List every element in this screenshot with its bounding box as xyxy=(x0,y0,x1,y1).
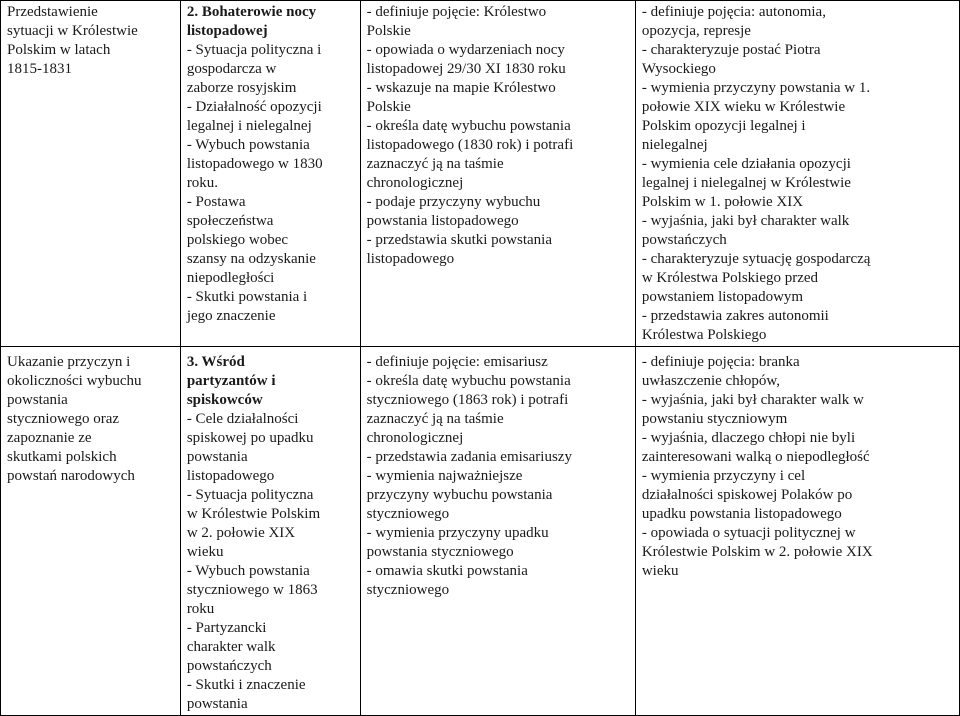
text-line: - określa datę wybuchu powstania xyxy=(366,118,571,134)
text-line: Polskim opozycji legalnej i xyxy=(641,118,806,134)
text-line: - Postawa xyxy=(186,194,246,210)
text-line: - przedstawia skutki powstania xyxy=(366,232,552,248)
text-line: - Działalność opozycji xyxy=(186,99,322,115)
text-line: wieku xyxy=(186,544,224,560)
text-line: niepodległości xyxy=(186,270,275,286)
text-line: styczniowego xyxy=(366,582,450,598)
topic-cell xyxy=(1,347,181,716)
text-line: - podaje przyczyny wybuchu xyxy=(366,194,541,210)
text-line: powstaniu styczniowym xyxy=(641,411,788,427)
text-line: listopadowego xyxy=(186,468,275,484)
text-line: - określa datę wybuchu powstania xyxy=(366,373,571,389)
text-line: - Skutki i znaczenie xyxy=(186,677,306,693)
text-line: - wyjaśnia, dlaczego chłopi nie byli xyxy=(641,430,856,446)
text-line: - wskazuje na mapie Królestwo xyxy=(366,80,556,96)
text-line: działalności spiskowej Polaków po xyxy=(641,487,853,503)
text-line: zaborze rosyjskim xyxy=(186,80,297,96)
basic-requirements-cell xyxy=(360,347,635,716)
text-line: w Królestwie Polskim xyxy=(186,506,321,522)
text-line: styczniowego xyxy=(366,506,450,522)
text-line: - Skutki powstania i xyxy=(186,289,308,305)
text-line: charakter walk xyxy=(186,639,276,655)
text-line: społeczeństwa xyxy=(186,213,274,229)
text-line: Polskie xyxy=(366,23,411,39)
text-line: polskiego wobec xyxy=(186,232,289,248)
text-line: styczniowego (1863 rok) i potrafi xyxy=(366,392,569,408)
text-line: Ukazanie przyczyn i xyxy=(7,354,131,370)
text-line: powstańczych xyxy=(641,232,727,248)
text-line: - wymienia przyczyny powstania w 1. xyxy=(641,80,871,96)
text-line: - przedstawia zakres autonomii xyxy=(641,308,829,324)
text-line: powstania xyxy=(186,449,248,465)
text-line: powstania xyxy=(186,696,248,712)
text-line: - wymienia najważniejsze xyxy=(366,468,523,484)
text-line: - Partyzancki xyxy=(186,620,267,636)
text-line: listopadowego xyxy=(366,251,455,267)
text-line: - charakteryzuje postać Piotra xyxy=(641,42,821,58)
text-line: powstańczych xyxy=(186,658,272,674)
text-line: - definiuje pojęcia: autonomia, xyxy=(641,4,826,20)
text-line: zaznaczyć ją na taśmie xyxy=(366,156,504,172)
text-line: Polskim w 1. połowie XIX xyxy=(641,194,804,210)
text-line: Przedstawienie xyxy=(7,4,98,20)
text-line: partyzantów i xyxy=(186,373,276,389)
text-line: - omawia skutki powstania xyxy=(366,563,528,579)
text-line: - opowiada o wydarzeniach nocy xyxy=(366,42,565,58)
text-line: jego znaczenie xyxy=(186,308,276,324)
text-line: wieku xyxy=(641,563,679,579)
text-line: powstań narodowych xyxy=(7,468,135,484)
text-line: - opowiada o sytuacji politycznej w xyxy=(641,525,856,541)
text-line: chronologicznej xyxy=(366,430,464,446)
text-line: - wyjaśnia, jaki był charakter walk xyxy=(641,213,850,229)
text-line: - definiuje pojęcia: branka xyxy=(641,354,800,370)
text-line: spiskowców xyxy=(186,392,263,408)
text-line: okoliczności wybuchu xyxy=(7,373,142,389)
text-line: roku xyxy=(186,601,215,617)
content-cell xyxy=(180,347,360,716)
table-row xyxy=(1,347,960,716)
text-line: przyczyny wybuchu powstania xyxy=(366,487,553,503)
text-line: powstania xyxy=(7,392,68,408)
text-line: - Wybuch powstania xyxy=(186,563,310,579)
topic-cell xyxy=(1,1,181,347)
text-line: 3. Wśród xyxy=(186,354,245,370)
text-line: zapoznanie ze xyxy=(7,430,92,446)
text-line: spiskowej po upadku xyxy=(186,430,314,446)
text-line: - wymienia przyczyny i cel xyxy=(641,468,806,484)
text-line: - Sytuacja polityczna xyxy=(186,487,314,503)
text-line: listopadowego (1830 rok) i potrafi xyxy=(366,137,574,153)
text-line: styczniowego oraz xyxy=(7,411,120,427)
text-line: w 2. połowie XIX xyxy=(186,525,296,541)
text-line: Polskim w latach xyxy=(7,42,111,58)
text-line: - Cele działalności xyxy=(186,411,299,427)
extended-requirements-cell xyxy=(635,1,959,347)
text-line: szansy na odzyskanie xyxy=(186,251,316,267)
text-line: uwłaszczenie chłopów, xyxy=(641,373,780,389)
text-line: połowie XIX wieku w Królestwie xyxy=(641,99,846,115)
text-line: - wymienia przyczyny upadku xyxy=(366,525,549,541)
text-line: roku. xyxy=(186,175,219,191)
text-line: - Wybuch powstania xyxy=(186,137,310,153)
basic-requirements-cell xyxy=(360,1,635,347)
text-line: sytuacji w Królestwie xyxy=(7,23,138,39)
text-line: - definiuje pojęcie: emisariusz xyxy=(366,354,548,370)
text-line: powstania styczniowego xyxy=(366,544,514,560)
text-line: zaznaczyć ją na taśmie xyxy=(366,411,504,427)
extended-requirements-cell xyxy=(635,347,959,716)
content-cell xyxy=(180,1,360,347)
text-line: legalnej i nielegalnej xyxy=(186,118,312,134)
text-line: powstaniem listopadowym xyxy=(641,289,804,305)
text-line: nielegalnej xyxy=(641,137,708,153)
text-line: legalnej i nielegalnej w Królestwie xyxy=(641,175,851,191)
text-line: - definiuje pojęcie: Królestwo xyxy=(366,4,547,20)
text-line: listopadowej xyxy=(186,23,268,39)
text-line: chronologicznej xyxy=(366,175,464,191)
text-line: powstania listopadowego xyxy=(366,213,519,229)
text-line: zainteresowani walką o niepodległość xyxy=(641,449,870,465)
text-line: listopadowego w 1830 xyxy=(186,156,323,172)
text-line: skutkami polskich xyxy=(7,449,117,465)
text-line: - Sytuacja polityczna i xyxy=(186,42,322,58)
text-line: opozycja, represje xyxy=(641,23,751,39)
text-line: Królestwie Polskim w 2. połowie XIX xyxy=(641,544,873,560)
text-line: w Królestwa Polskiego przed xyxy=(641,270,819,286)
text-line: Wysockiego xyxy=(641,61,716,77)
table-row xyxy=(1,1,960,347)
text-line: listopadowej 29/30 XI 1830 roku xyxy=(366,61,566,77)
text-line: upadku powstania listopadowego xyxy=(641,506,842,522)
text-line: Polskie xyxy=(366,99,411,115)
text-line: gospodarcza w xyxy=(186,61,277,77)
text-line: 1815-1831 xyxy=(7,61,72,77)
text-line: - charakteryzuje sytuację gospodarczą xyxy=(641,251,871,267)
text-line: 2. Bohaterowie nocy xyxy=(186,4,317,20)
text-line: styczniowego w 1863 xyxy=(186,582,318,598)
text-line: - przedstawia zadania emisariuszy xyxy=(366,449,572,465)
text-line: - wymienia cele działania opozycji xyxy=(641,156,851,172)
text-line: - wyjaśnia, jaki był charakter walk w xyxy=(641,392,864,408)
text-line: Królestwa Polskiego xyxy=(641,327,767,343)
